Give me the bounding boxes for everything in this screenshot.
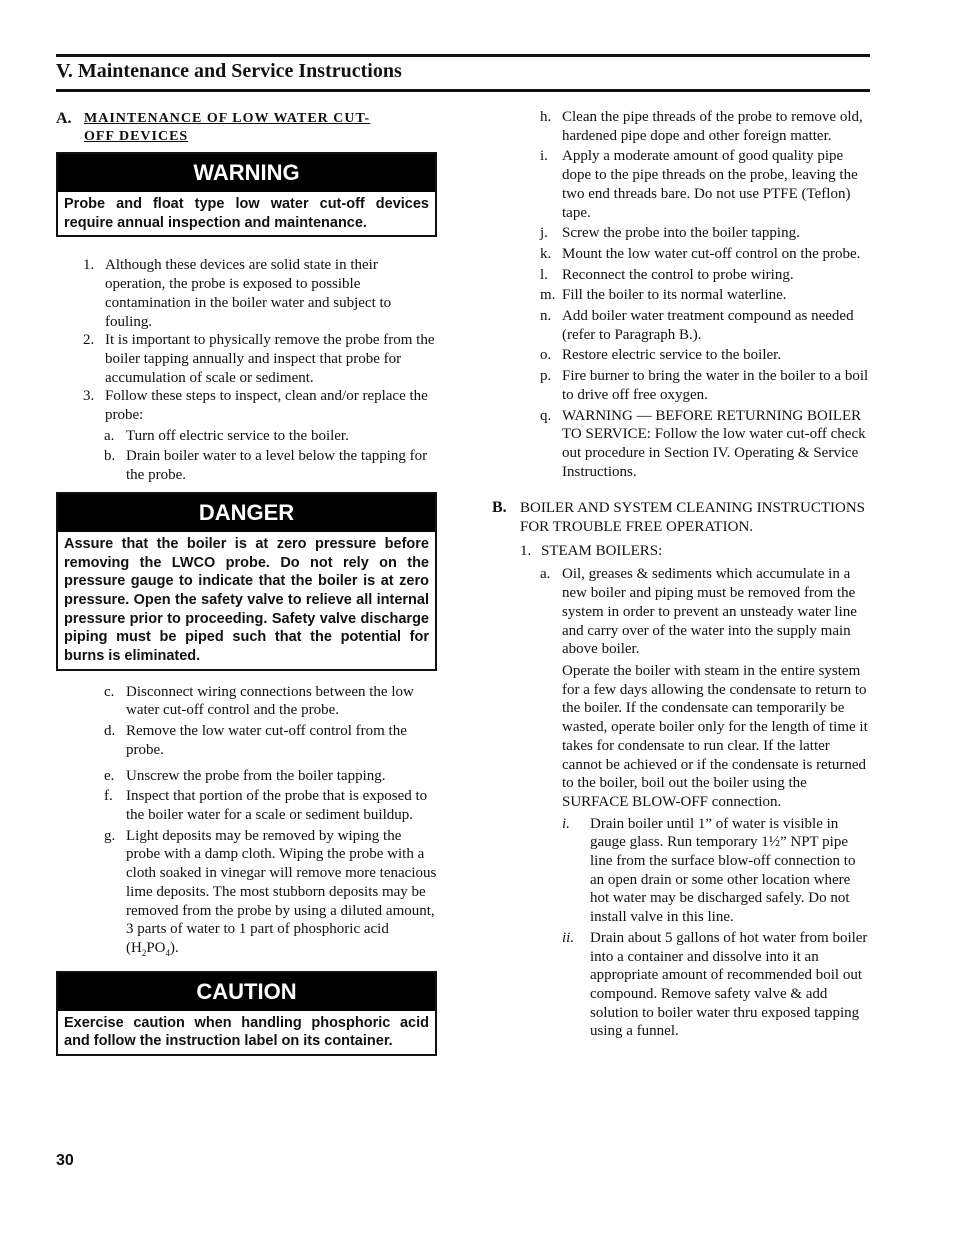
list-item: i. Drain boiler until 1” of water is visible in gauge glass. Run temporary 1½” NPT pipe line from the surface blow-off connection to an open drain or some other location where hot water may be discharged safely. Do not install valve in this line. — [562, 815, 856, 926]
section-b-heading — [492, 499, 870, 536]
list-item: j. Screw the probe into the boiler tapping. — [540, 225, 800, 242]
list-item: l. Reconnect the control to probe wiring. — [540, 266, 794, 283]
steam-paragraph: Operate the boiler with steam in the entire system for a few days allowing the condensate to return to the boiler. If the condensate can temporarily be wasted, operate boiler only for the length of time it takes for condensate to run clear. If the latter cannot be achieved or if the condensate is returned to the boiler, boil out the boiler using the SURFACE BLOW-OFF connection. — [562, 662, 868, 810]
list-item: i. Apply a moderate amount of good quality pipe dope to the pipe threads on the probe, leaving the two end threads bare. Do not use PTFE (Teflon) tape. — [540, 148, 858, 221]
list-item: g. Light deposits may be removed by wiping the probe with a damp cloth. Wiping the probe with a cloth soaked in vinegar will remove more tenacious lime deposits. The most stubborn deposits may be removed from the probe by using a diluted amount, 3 parts of water to 1 part of phosphoric acid $(H_2PO_4)$. — [104, 827, 437, 958]
right-column — [492, 108, 870, 1041]
list-item: a. Oil, greases & sediments which accumulate in a new boiler and piping must be removed from the system in order to prevent an unsteady water line and carry over of the water into the supply main above boiler. — [540, 566, 857, 658]
caution-text: Exercise caution when handling phosphoric acid and follow the instruction label on its container. — [64, 1014, 429, 1050]
section-a-heading — [56, 110, 437, 146]
list-item: m. Fill the boiler to its normal waterline. — [540, 287, 787, 304]
section-a-heading-line2: OFF DEVICES — [84, 129, 189, 144]
danger-text: Assure that the boiler is at zero pressure before removing the LWCO probe. Do not rely on the pressure gauge to indicate that the boiler is at zero pressure. Open the safety valve to relieve all internal pressure prior to proceeding. Safety valve discharge piping must be piped such that the potential for burns is eliminated. — [64, 535, 429, 665]
list-item: 3. Follow these steps to inspect, clean and/or replace the probe: — [83, 388, 428, 424]
list-item: 1. STEAM BOILERS: — [520, 542, 663, 559]
list-item: d. Remove the low water cut-off control from the probe. — [104, 723, 407, 758]
top-rule — [56, 54, 870, 57]
warning-text: Probe and float type low water cut-off devices require annual inspection and maintenance. — [64, 196, 429, 231]
section-a-heading-line1: MAINTENANCE OF LOW WATER CUT- — [84, 111, 371, 126]
page-number: 30 — [56, 1152, 74, 1169]
section-b-label: B. — [492, 499, 507, 517]
list-item: q. WARNING — BEFORE RETURNING BOILER TO SERVICE: Follow the low water cut-off check out procedure in Section IV. Operating & Service Instructions. — [540, 407, 866, 480]
caution-title: CAUTION — [58, 973, 435, 1011]
warning-box — [56, 152, 437, 237]
list-item: f. Inspect that portion of the probe that is exposed to the boiler water for a scale or sediment buildup. — [104, 788, 428, 823]
list-item: h. Clean the pipe threads of the probe to remove old, hardened pipe dope and other foreign matter. — [540, 109, 863, 144]
section-a-label: A. — [56, 110, 72, 127]
list-item: a. Turn off electric service to the boiler. — [104, 427, 349, 444]
section-b-text: BOILER AND SYSTEM CLEANING INSTRUCTIONS FOR TROUBLE FREE OPERATION. — [520, 500, 866, 536]
list-item: b. Drain boiler water to a level below the tapping for the probe. — [104, 448, 428, 484]
section-title: V. Maintenance and Service Instructions — [56, 60, 402, 82]
list-item: e. Unscrew the probe from the boiler tapping. — [104, 767, 386, 784]
list-item: ii. Drain about 5 gallons of hot water from boiler into a container and dissolve into it an appropriate amount of recommended boil out compound. Remove safety valve & add solution to boiler water thru exposed tapping using a funnel. — [562, 929, 868, 1040]
list-item: k. Mount the low water cut-off control on the probe. — [540, 245, 861, 262]
bottom-rule — [56, 89, 870, 92]
list-item: c. Disconnect wiring connections between the low water cut-off control and the probe. — [104, 683, 414, 719]
left-column — [56, 110, 437, 1056]
list-item: p. Fire burner to bring the water in the boiler to a boil to drive off free oxygen. — [540, 368, 869, 403]
danger-box — [56, 492, 437, 671]
list-item: 1. Although these devices are solid state in their operation, the probe is exposed to possible contamination in the boiler water and subject to fouling. — [83, 257, 392, 330]
caution-box — [56, 971, 437, 1056]
list-item: n. Add boiler water treatment compound as needed (refer to Paragraph B.). — [540, 308, 854, 343]
list-item: o. Restore electric service to the boiler. — [540, 347, 782, 364]
danger-title: DANGER — [58, 494, 435, 532]
warning-title: WARNING — [58, 154, 435, 192]
list-item: 2. It is important to physically remove the probe from the boiler tapping annually and inspect that probe for accumulation of scale or sediment. — [83, 332, 435, 386]
